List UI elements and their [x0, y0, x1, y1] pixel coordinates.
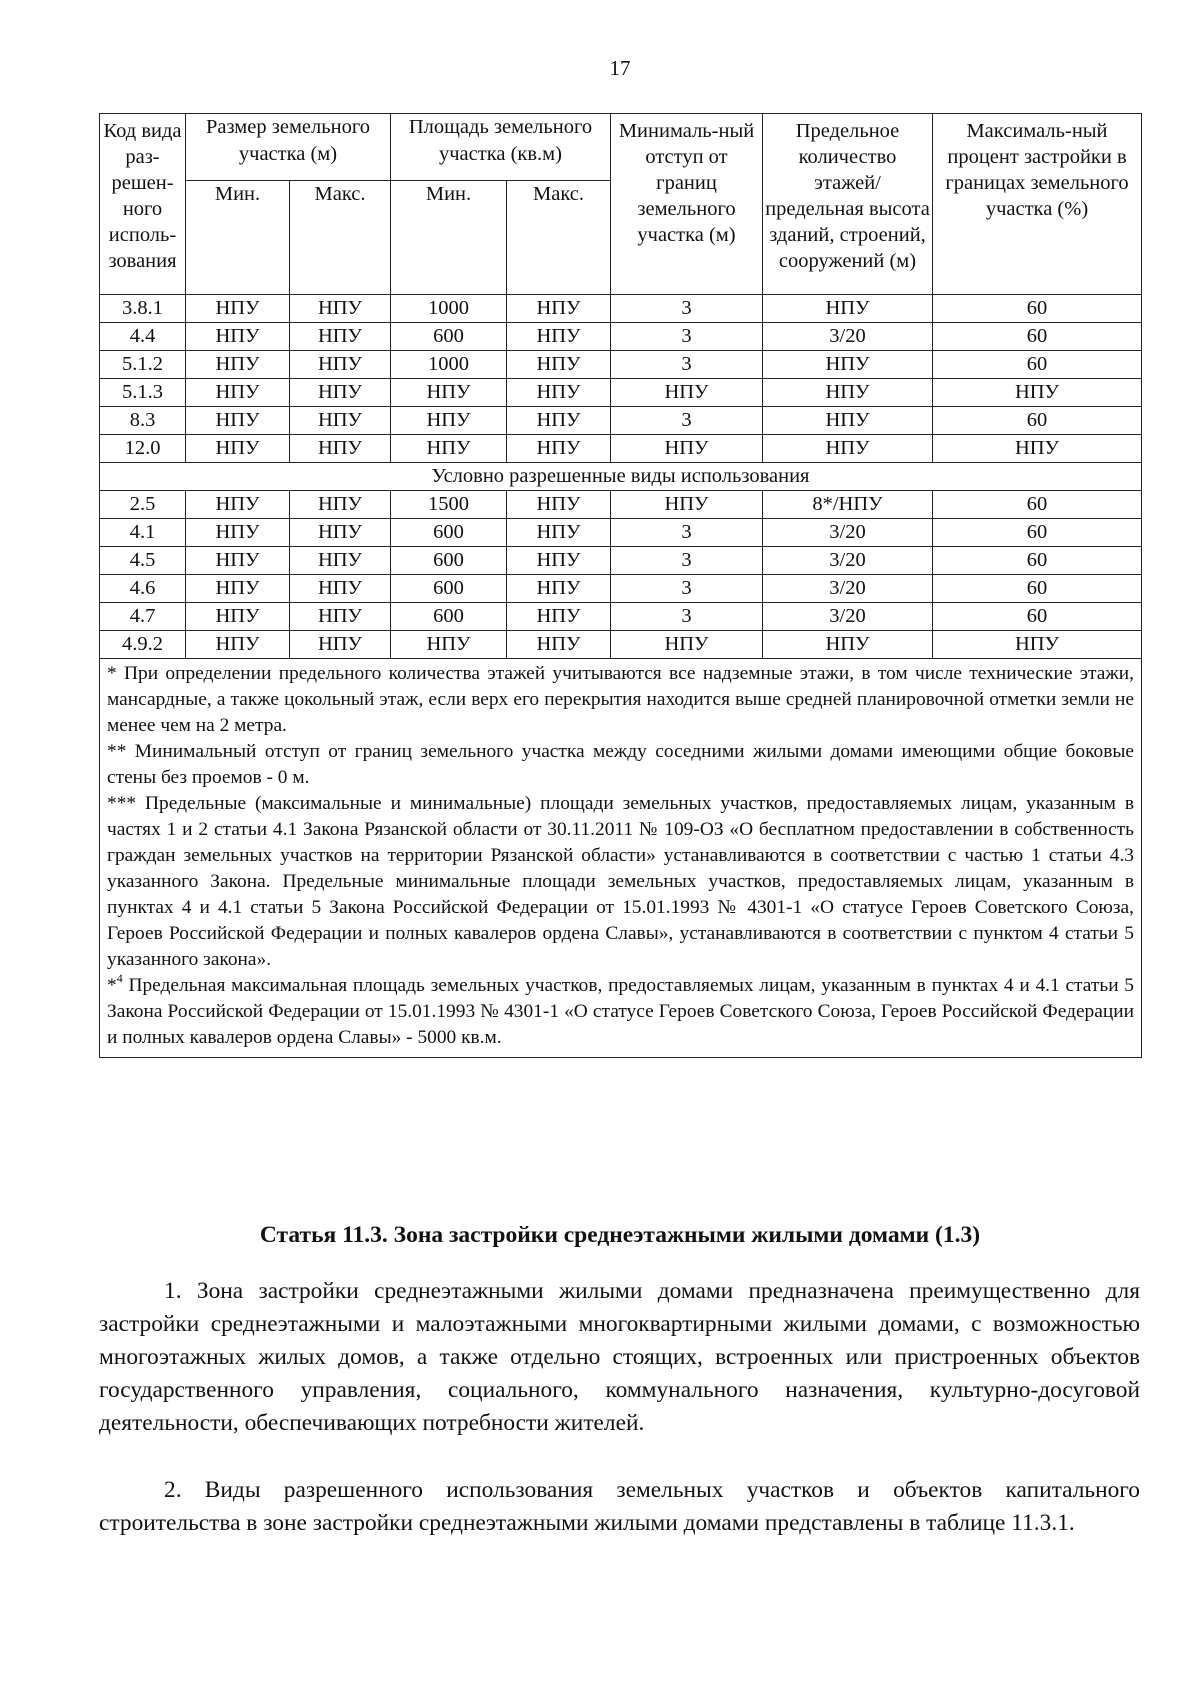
table-cell: НПУ: [763, 379, 933, 407]
table-cell: НПУ: [290, 435, 391, 463]
table-cell: НПУ: [186, 491, 290, 519]
table-cell: НПУ: [611, 379, 763, 407]
table-row: [100, 435, 1142, 463]
table-row: [100, 323, 1142, 351]
table-cell: 3: [611, 295, 763, 323]
header-setback: Минималь-ный отступ от границ земельного участка (м): [611, 114, 763, 295]
table-cell: 3: [611, 323, 763, 351]
table-cell: 3/20: [763, 323, 933, 351]
table-cell: 3/20: [763, 519, 933, 547]
table-cell: НПУ: [933, 435, 1142, 463]
table-cell: НПУ: [507, 407, 611, 435]
table-cell: НПУ: [507, 519, 611, 547]
table-cell: НПУ: [186, 351, 290, 379]
cell-code: 5.1.3: [100, 379, 186, 407]
table-notes: [100, 659, 1142, 1058]
table-cell: НПУ: [186, 575, 290, 603]
cell-code: 5.1.2: [100, 351, 186, 379]
footnote-n4-mark: *: [107, 975, 117, 996]
table-cell: 3: [611, 519, 763, 547]
footnote-n4-sup: 4: [116, 971, 123, 985]
footnote-n4: [107, 973, 1134, 1051]
table-cell: НПУ: [186, 519, 290, 547]
header-code: Код вида раз-решен-ного исполь-зования: [100, 114, 186, 295]
table-cell: 3/20: [763, 575, 933, 603]
cell-code: 8.3: [100, 407, 186, 435]
article-title: Статья 11.3. Зона застройки среднеэтажными жилыми домами (1.3): [259, 1222, 981, 1248]
table-row: [100, 295, 1142, 323]
table-cell: 60: [933, 575, 1142, 603]
table-cell: 60: [933, 603, 1142, 631]
header-size-min: Мин.: [186, 181, 290, 295]
table-cell: НПУ: [391, 379, 507, 407]
header-coverage: Максималь-ный процент застройки в границах земельного участка (%): [933, 114, 1142, 295]
table-cell: НПУ: [290, 603, 391, 631]
table-row: [100, 575, 1142, 603]
header-area-max: Макс.: [507, 181, 611, 295]
cell-code: 4.6: [100, 575, 186, 603]
table-cell: 8*/НПУ: [763, 491, 933, 519]
table-cell: НПУ: [186, 379, 290, 407]
table-cell: 3: [611, 547, 763, 575]
table-cell: НПУ: [391, 435, 507, 463]
table-cell: 600: [391, 547, 507, 575]
header-size: Размер земельного участка (м): [186, 114, 391, 181]
table-cell: 1000: [391, 295, 507, 323]
table-cell: НПУ: [763, 435, 933, 463]
table-cell: НПУ: [186, 547, 290, 575]
table-cell: НПУ: [391, 407, 507, 435]
table-cell: 60: [933, 407, 1142, 435]
header-area-min: Мин.: [391, 181, 507, 295]
cell-code: 3.8.1: [100, 295, 186, 323]
table-row: [100, 519, 1142, 547]
table-cell: 3/20: [763, 603, 933, 631]
table-cell: 60: [933, 547, 1142, 575]
cell-code: 4.5: [100, 547, 186, 575]
table-cell: НПУ: [611, 631, 763, 659]
footnote-n1: * При определении предельного количества этажей учитываются все надземные этажи, в том числе технические этажи, мансардные, а также цокольный этаж, если верх его перекрытия находится выше средней планировочной отметки земли не менее чем на 2 метра.: [107, 663, 1134, 736]
cell-code: 4.4: [100, 323, 186, 351]
table-cell: НПУ: [186, 323, 290, 351]
footnote-n2: ** Минимальный отступ от границ земельного участка между соседними жилыми домами имеющими общие боковые стены без проемов - 0 м.: [107, 741, 1134, 788]
page-number: 17: [609, 56, 631, 80]
table-cell: НПУ: [507, 435, 611, 463]
table-cell: НПУ: [507, 351, 611, 379]
table-row: [100, 407, 1142, 435]
table-cell: НПУ: [507, 323, 611, 351]
cell-code: 2.5: [100, 491, 186, 519]
footnote-n3: *** Предельные (максимальные и минимальные) площади земельных участков, предоставляемых лицам, указанным в частях 1 и 2 статьи 4.1 Закона Рязанской области от 30.11.2011 № 109-ОЗ «О бесплатном предоставлении в собственность граждан земельных участков на территории Рязанской области» устанавливаются в соответствии с частью 1 статьи 4.3 указанного Закона. Предельные минимальные площади земельных участков, предоставляемых лицам, указанным в пунктах 4 и 4.1 статьи 5 Закона Российской Федерации от 15.01.1993 № 4301-1 «О статусе Героев Советского Союза, Героев Российской Федерации и полных кавалеров ордена Славы», устанавливаются в соответствии с пунктом 4 статьи 5 указанного закона».: [107, 793, 1134, 970]
header-size-max: Макс.: [290, 181, 391, 295]
table-cell: 600: [391, 603, 507, 631]
table-cell: НПУ: [763, 407, 933, 435]
paragraph-1: 1. Зона застройки среднеэтажными жилыми домами предназначена преимущественно для застройки среднеэтажными и малоэтажными многоквартирными жилыми домами, с возможностью многоэтажных жилых домов, а также отдельно стоящих, встроенных или пристроенных объектов государственного управления, социального, коммунального назначения, культурно-досуговой деятельности, обеспечивающих потребности жителей.: [99, 1278, 1140, 1436]
land-parameters-table: [99, 113, 1142, 1058]
table-cell: НПУ: [933, 631, 1142, 659]
table-cell: 1500: [391, 491, 507, 519]
table-cell: НПУ: [507, 491, 611, 519]
table-cell: НПУ: [507, 379, 611, 407]
table-cell: НПУ: [290, 379, 391, 407]
header-area: Площадь земельного участка (кв.м): [391, 114, 611, 181]
table-cell: НПУ: [507, 295, 611, 323]
table-cell: НПУ: [290, 631, 391, 659]
cell-code: 12.0: [100, 435, 186, 463]
table-cell: НПУ: [290, 407, 391, 435]
table-cell: НПУ: [933, 379, 1142, 407]
table-cell: НПУ: [507, 547, 611, 575]
table-row: [100, 547, 1142, 575]
table-cell: НПУ: [763, 295, 933, 323]
table-cell: НПУ: [507, 603, 611, 631]
table-cell: НПУ: [763, 351, 933, 379]
table-cell: НПУ: [186, 295, 290, 323]
footnote-n4-text: Предельная максимальная площадь земельных участков, предоставляемых лицам, указанным в пунктах 4 и 4.1 статьи 5 Закона Российской Федерации от 15.01.1993 № 4301-1 «О статусе Героев Советского Союза, Героев Российской Федерации и полных кавалеров ордена Славы» - 5000 кв.м.: [107, 975, 1134, 1048]
table-cell: 600: [391, 575, 507, 603]
table-cell: НПУ: [290, 295, 391, 323]
table-cell: НПУ: [507, 575, 611, 603]
table-cell: 60: [933, 295, 1142, 323]
table-cell: НПУ: [391, 631, 507, 659]
table-cell: НПУ: [290, 547, 391, 575]
table-cell: 1000: [391, 351, 507, 379]
table-cell: 3: [611, 407, 763, 435]
table-cell: 3: [611, 575, 763, 603]
table-cell: НПУ: [290, 491, 391, 519]
table-cell: НПУ: [290, 351, 391, 379]
table-row: [100, 491, 1142, 519]
table-row: [100, 631, 1142, 659]
table-cell: 3/20: [763, 547, 933, 575]
table-cell: 60: [933, 323, 1142, 351]
table-cell: НПУ: [186, 435, 290, 463]
table-row: [100, 351, 1142, 379]
table-cell: 3: [611, 351, 763, 379]
table-cell: НПУ: [290, 519, 391, 547]
table-cell: НПУ: [611, 435, 763, 463]
table-cell: НПУ: [290, 323, 391, 351]
table-cell: 60: [933, 491, 1142, 519]
section-label: Условно разрешенные виды использования: [100, 463, 1142, 491]
table-cell: 60: [933, 519, 1142, 547]
table-cell: НПУ: [186, 631, 290, 659]
table-cell: 600: [391, 323, 507, 351]
table-cell: 3: [611, 603, 763, 631]
table-cell: 60: [933, 351, 1142, 379]
table-row: [100, 603, 1142, 631]
table-cell: 600: [391, 519, 507, 547]
paragraph-2: 2. Виды разрешенного использования земельных участков и объектов капитального строительства в зоне застройки среднеэтажными жилыми домами представлены в таблице 11.3.1.: [99, 1477, 1140, 1536]
cell-code: 4.1: [100, 519, 186, 547]
table-row: [100, 379, 1142, 407]
table-cell: НПУ: [186, 603, 290, 631]
cell-code: 4.7: [100, 603, 186, 631]
table-cell: НПУ: [290, 575, 391, 603]
table-cell: НПУ: [507, 631, 611, 659]
table-cell: НПУ: [611, 491, 763, 519]
cell-code: 4.9.2: [100, 631, 186, 659]
table-cell: НПУ: [763, 631, 933, 659]
header-floors: Предельное количество этажей/ предельная высота зданий, строений, сооружений (м): [763, 114, 933, 295]
table-cell: НПУ: [186, 407, 290, 435]
